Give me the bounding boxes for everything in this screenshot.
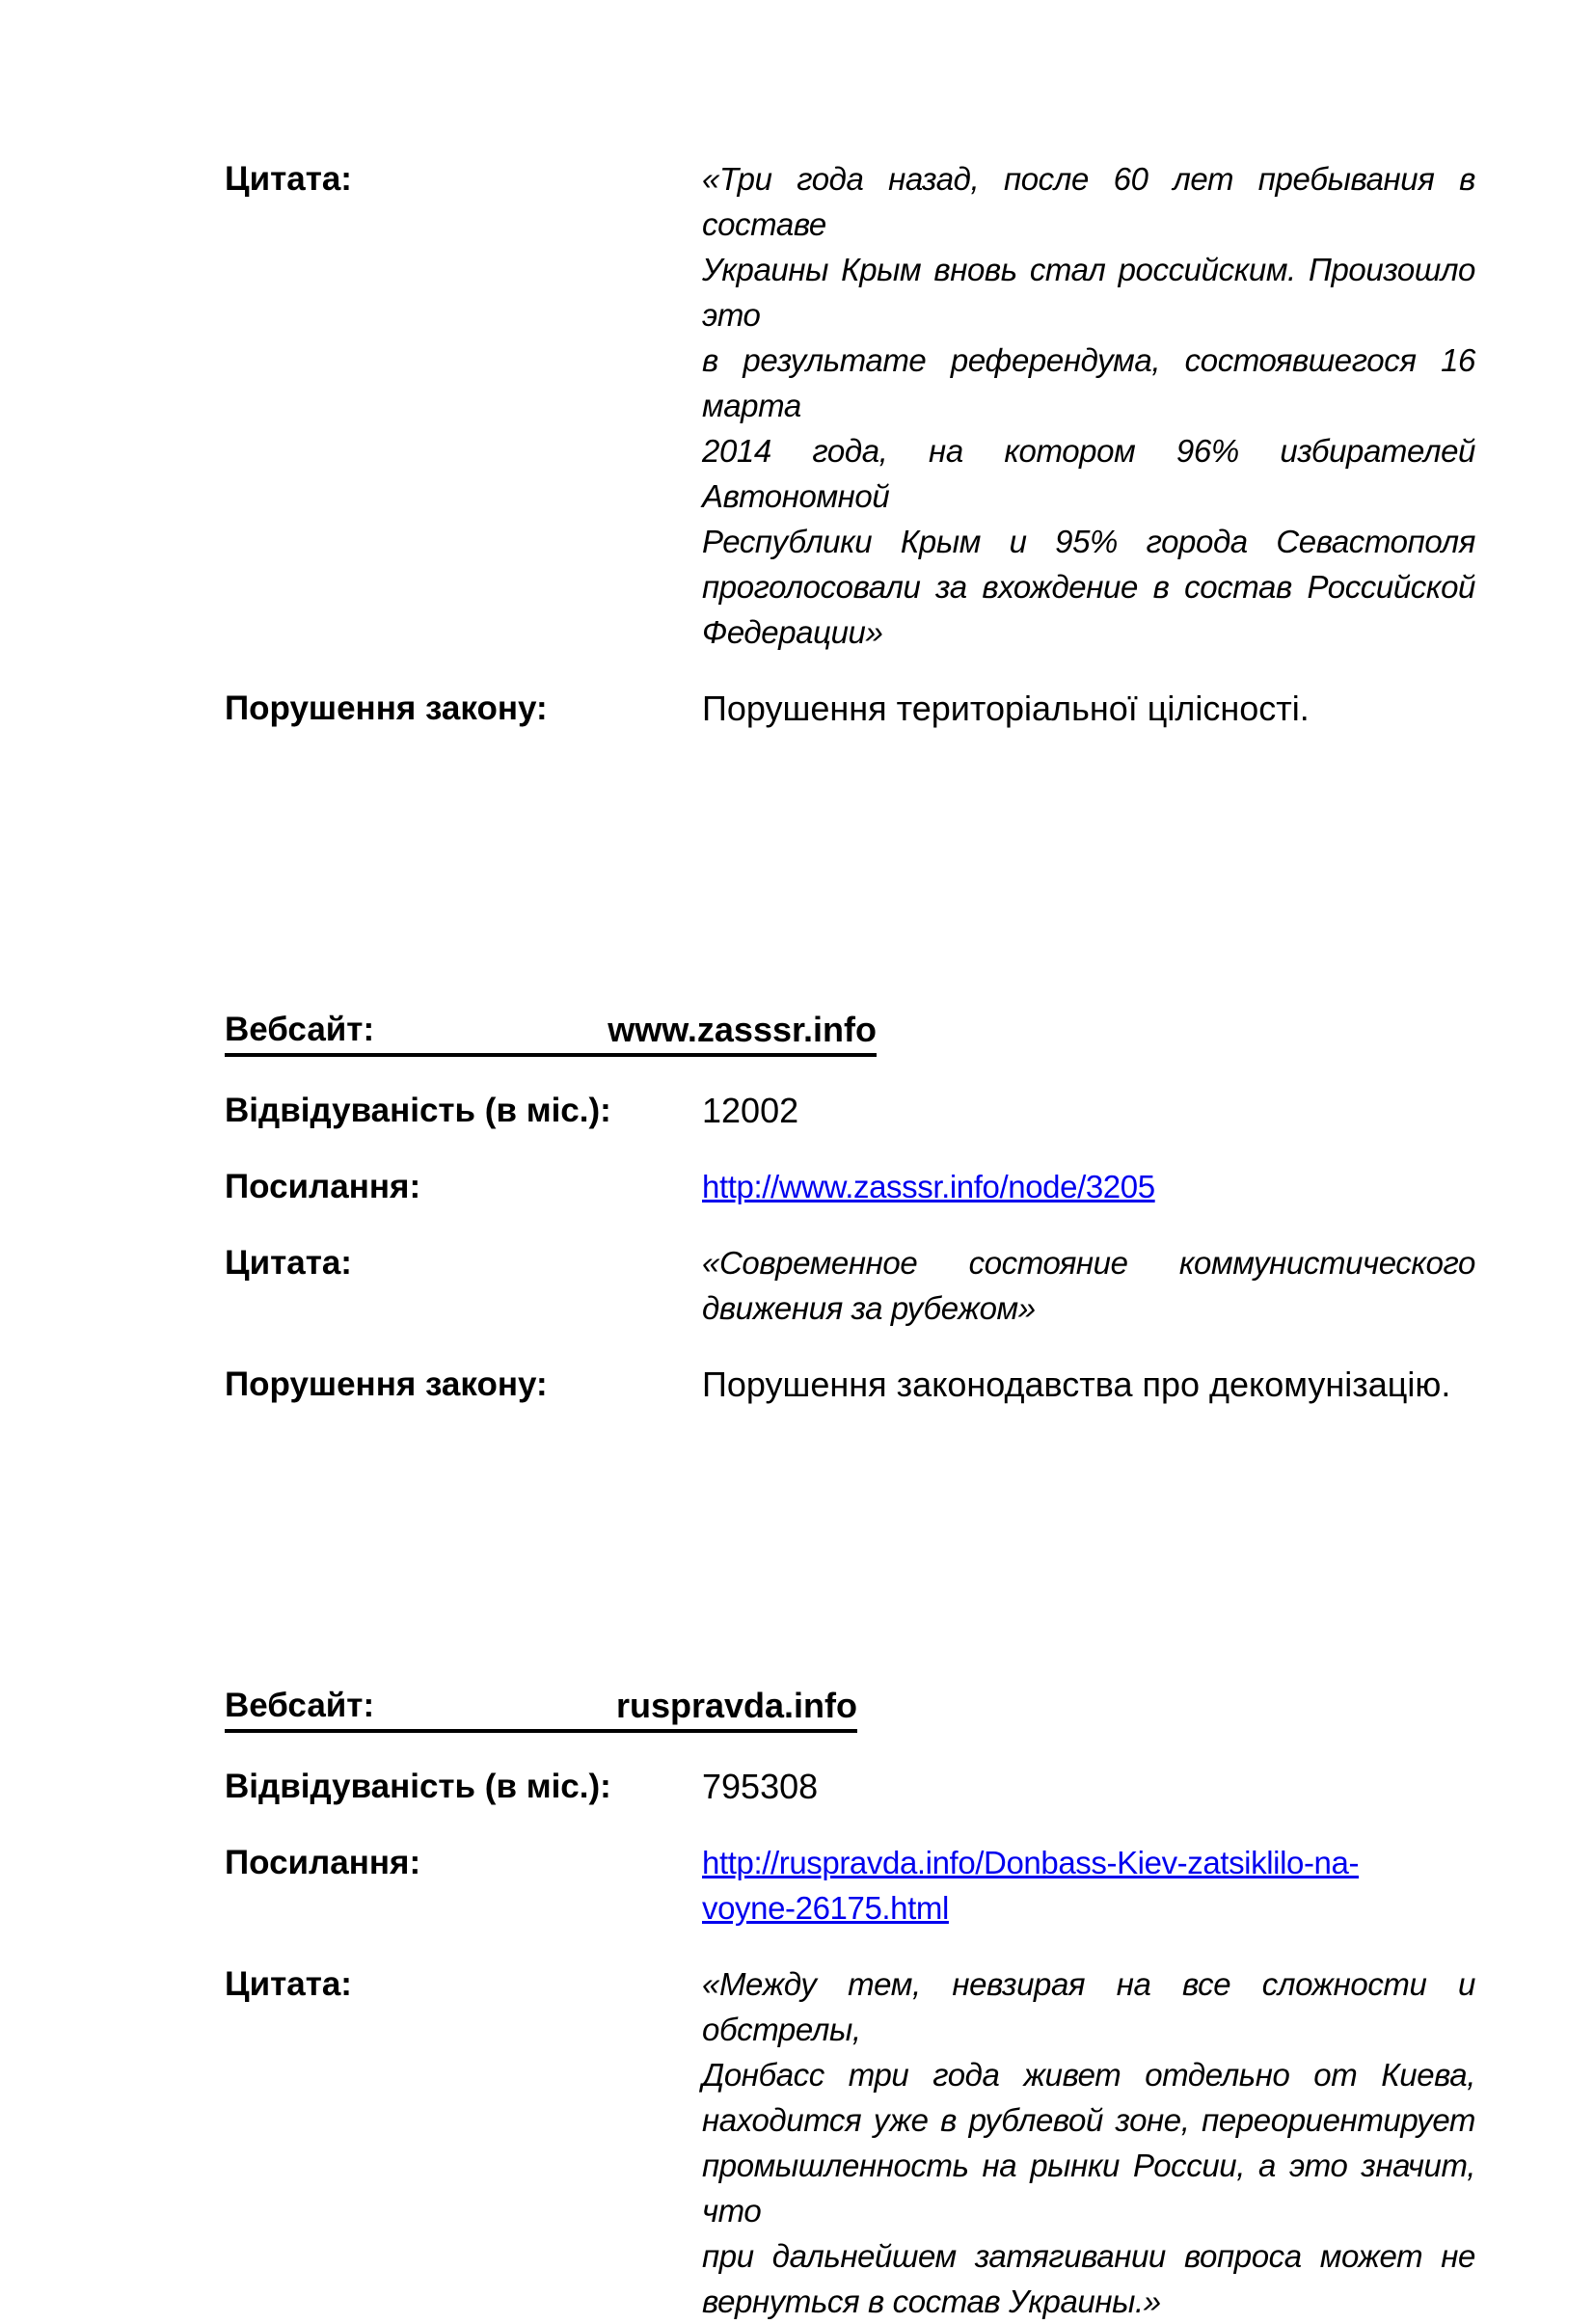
link-row — [225, 1164, 1477, 1209]
website-label: Вебсайт: — [225, 1011, 375, 1048]
link-label: Посилання: — [225, 1844, 421, 1881]
website-underline — [225, 1685, 857, 1733]
quote-line: промышленность на рынки России, а это значит, что — [702, 2148, 1475, 2229]
quote-label: Цитата: — [225, 1965, 352, 2003]
quote-line: «Современное состояние коммунистического — [702, 1245, 1475, 1281]
quote-line: движения за рубежом» — [702, 1290, 1036, 1326]
quote-line: в результате референдума, состоявшегося 16 марта — [702, 342, 1475, 423]
website-row — [225, 1009, 1477, 1057]
visits-row — [225, 1088, 1477, 1133]
quote-line: находится уже в рублевой зоне, переориентирует — [702, 2102, 1475, 2138]
website-name: ruspravda.info — [615, 1686, 857, 1725]
quote-row — [225, 1961, 1477, 2324]
link-label: Посилання: — [225, 1168, 421, 1205]
quote-line: Республики Крым и 95% города Севастополя — [702, 524, 1475, 559]
visits-value: 12002 — [702, 1091, 799, 1130]
visits-label: Відвідуваність (в міс.): — [225, 1768, 611, 1805]
quote-line: Федерации» — [702, 614, 883, 650]
quote-line: 2014 года, на котором 96% избирателей Автономной — [702, 433, 1475, 514]
visits-label: Відвідуваність (в міс.): — [225, 1092, 611, 1129]
source-link-line[interactable]: http://ruspravda.info/Donbass-Kiev-zatsiklilo-na- — [702, 1845, 1360, 1880]
quote-line: при дальнейшем затягивании вопроса может не — [702, 2238, 1475, 2274]
website-row — [225, 1685, 1477, 1733]
violation-row — [225, 686, 1477, 731]
quote-text — [702, 1240, 1475, 1331]
violation-row — [225, 1362, 1477, 1407]
website-underline — [225, 1009, 877, 1057]
violation-text: Порушення територіальної цілісності. — [702, 689, 1310, 728]
quote-label: Цитата: — [225, 160, 352, 198]
violation-text: Порушення законодавства про декомунізацію. — [702, 1365, 1451, 1404]
quote-line: вернуться в состав Украины.» — [702, 2283, 1161, 2319]
visits-row — [225, 1764, 1477, 1809]
quote-line: Украины Крым вновь стал российским. Произошло это — [702, 252, 1475, 333]
source-link-line[interactable]: voyne-26175.html — [702, 1890, 949, 1926]
quote-line: «Между тем, невзирая на все сложности и обстрелы, — [702, 1966, 1475, 2047]
link-row — [225, 1840, 1477, 1931]
website-label: Вебсайт: — [225, 1687, 375, 1724]
quote-line: Донбасс три года живет отдельно от Киева, — [702, 2057, 1475, 2093]
website-name: www.zasssr.info — [608, 1010, 877, 1049]
quote-label: Цитата: — [225, 1244, 352, 1282]
violation-label: Порушення закону: — [225, 1365, 548, 1403]
quote-line: «Три года назад, после 60 лет пребывания в составе — [702, 161, 1475, 242]
quote-line: проголосовали за вхождение в состав Российской — [702, 569, 1475, 605]
source-link[interactable] — [702, 1840, 1475, 1931]
quote-text — [702, 1961, 1475, 2324]
quote-text — [702, 156, 1475, 655]
quote-row — [225, 1240, 1477, 1331]
quote-row — [225, 156, 1477, 655]
source-link[interactable]: http://www.zasssr.info/node/3205 — [702, 1169, 1155, 1204]
violation-label: Порушення закону: — [225, 689, 548, 727]
visits-value: 795308 — [702, 1767, 819, 1806]
